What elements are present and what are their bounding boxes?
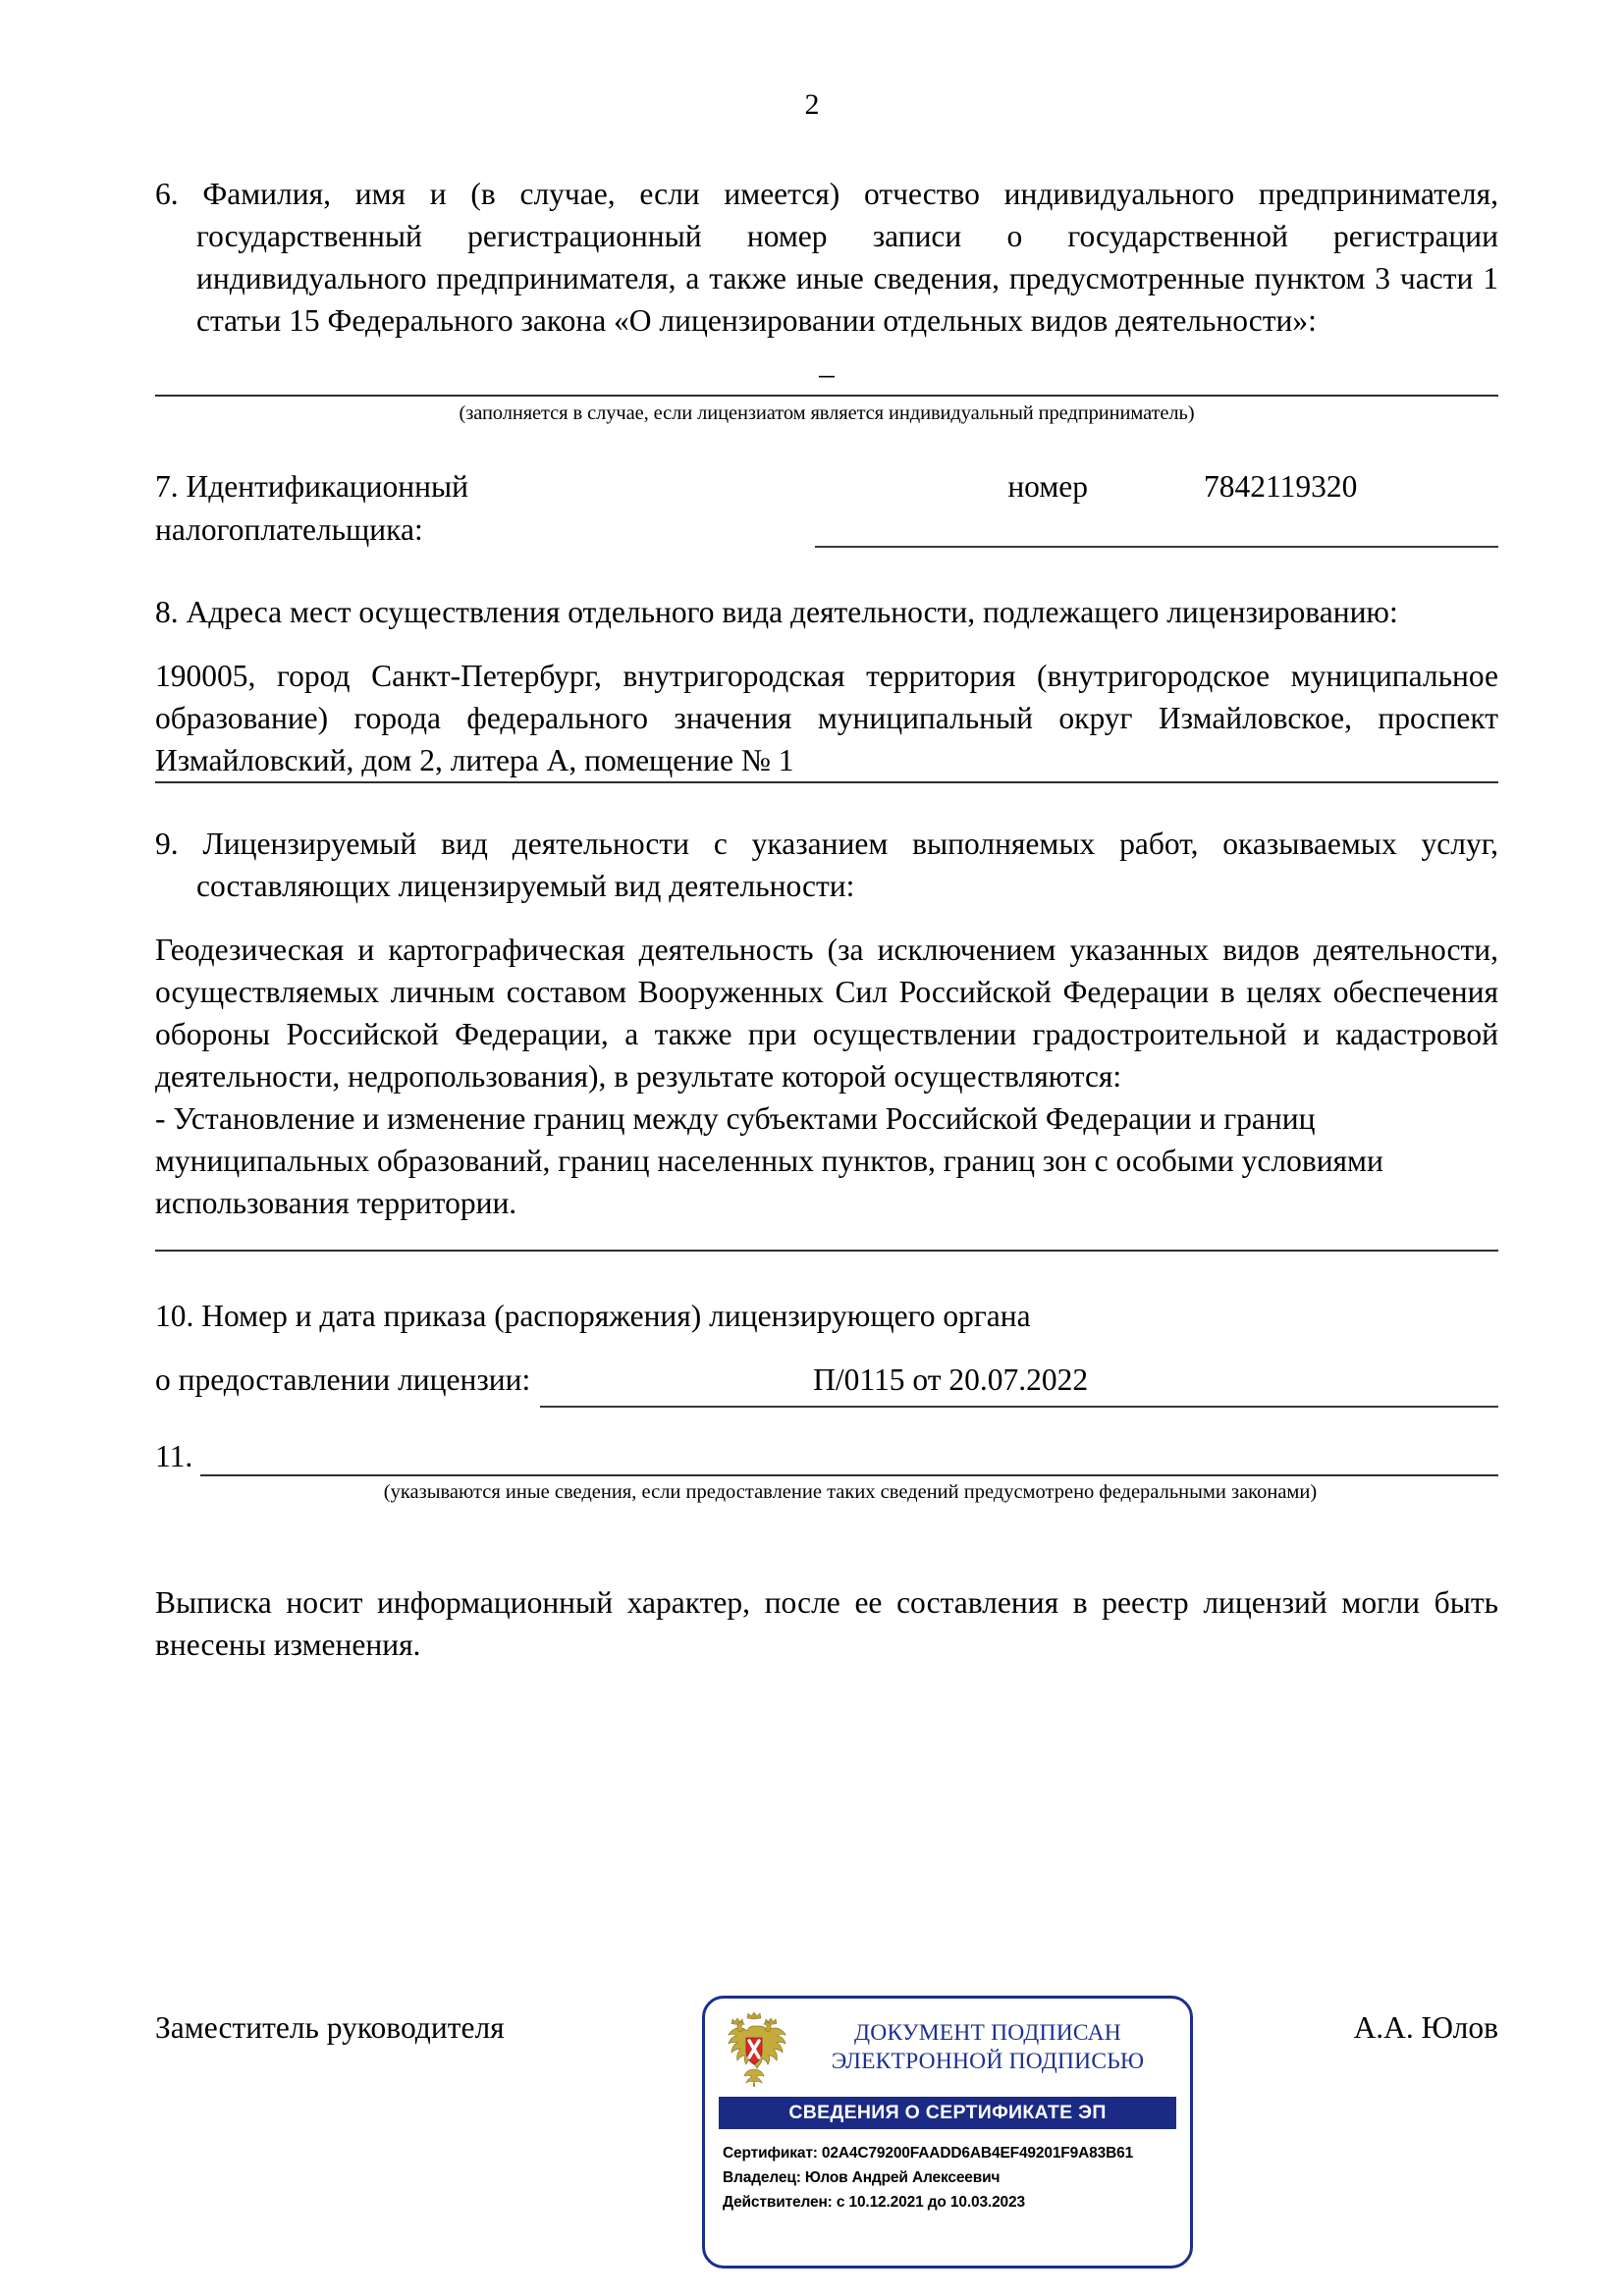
section-7-line-1: [155, 465, 1498, 508]
stamp-validity: Действителен: с 10.12.2021 до 10.03.2023: [723, 2194, 1025, 2211]
spacer: [468, 465, 1007, 508]
section-10-underline: [540, 1406, 1498, 1408]
section-9-rule: [155, 1250, 1498, 1252]
section-7-value: 7842119320: [1204, 469, 1358, 504]
stamp-owner: Владелец: Юлов Андрей Алексеевич: [723, 2169, 1001, 2186]
section-11: [155, 1437, 1498, 1505]
section-7-underline: [815, 546, 1498, 548]
section-11-row: [155, 1437, 1498, 1476]
section-10-heading: 10. Номер и дата приказа (распоряжения) лицензирующего органа: [155, 1299, 1031, 1333]
signatory-title: Заместитель руководителя: [155, 2010, 505, 2045]
section-6-value: –: [819, 355, 835, 391]
section-6-value-area: [155, 342, 1498, 395]
section-9-body: Геодезическая и картографическая деятельность (за исключением указанных видов деятельности, осуществляемых личным составом Вооруженных Сил Российской Федерации в целях обеспечения обороны Российской Федерации, а также при осуществлении градостроительной и кадастровой деятельности, недропользования), в результате которой осуществляются:: [155, 933, 1498, 1094]
section-7-label-part3: налогоплательщика:: [155, 512, 423, 547]
document-content: [155, 173, 1498, 1666]
section-11-caption: (указываются иные сведения, если предоставление таких сведений предусмотрено федеральными законами): [383, 1481, 1318, 1503]
stamp-heading: [795, 2019, 1180, 2076]
stamp-header: [705, 1999, 1190, 2089]
section-9: [155, 823, 1498, 1252]
stamp-heading-line-2: ЭЛЕКТРОННОЙ ПОДПИСЬЮ: [831, 2049, 1145, 2074]
section-7: [155, 465, 1498, 552]
section-8-rule: [155, 781, 1498, 783]
section-7-line-2: [155, 508, 1498, 552]
section-10-label: о предоставлении лицензии:: [155, 1362, 531, 1397]
stamp-details: [723, 2141, 1190, 2215]
section-11-number: 11.: [155, 1439, 193, 1473]
signatory-name: А.А. Юлов: [1353, 2010, 1498, 2045]
section-8: [155, 591, 1498, 783]
stamp-heading-line-1: ДОКУМЕНТ ПОДПИСАН: [854, 2020, 1121, 2046]
section-10: [155, 1295, 1498, 1402]
stamp-certificate-bar: СВЕДЕНИЯ О СЕРТИФИКАТЕ ЭП: [719, 2097, 1176, 2129]
section-7-label-part1: 7. Идентификационный: [155, 469, 469, 504]
section-7-label-part2: номер: [1007, 469, 1088, 504]
section-9-heading: 9. Лицензируемый вид деятельности с указанием выполняемых работ, оказываемых услуг, составляющих лицензируемый вид деятельности:: [155, 827, 1498, 903]
section-6-text: 6. Фамилия, имя и (в случае, если имеется) отчество индивидуального предпринимателя, государственный регистрационный номер записи о государственной регистрации индивидуального предпринимателя, а также иные сведения, предусмотренные пунктом 3 части 1 статьи 15 Федерального закона «О лицензировании отдельных видов деятельности»:: [155, 177, 1498, 338]
section-10-value-row: [155, 1359, 1498, 1402]
section-8-heading: 8. Адреса мест осуществления отдельного вида деятельности, подлежащего лицензированию:: [155, 595, 1398, 629]
section-10-value: П/0115 от 20.07.2022: [813, 1362, 1089, 1397]
section-6-caption: (заполняется в случае, если лицензиатом является индивидуальный предприниматель): [459, 402, 1195, 424]
section-6-rule: [155, 395, 1498, 397]
electronic-signature-stamp: [702, 1996, 1193, 2269]
section-11-blank-line: [200, 1441, 1498, 1476]
section-9-item: - Установление и изменение границ между субъектами Российской Федерации и границ муниципальных образований, границ населенных пунктов, границ зон с особыми условиями использования территории.: [155, 1101, 1383, 1220]
stamp-certificate-number: Сертификат: 02A4C79200FAADD6AB4EF49201F9A83B61: [723, 2145, 1134, 2162]
page-number: 2: [804, 88, 820, 121]
informational-notice: Выписка носит информационный характер, после ее составления в реестр лицензий могли быть внесены изменения.: [155, 1585, 1498, 1662]
russian-coat-of-arms-icon: [719, 2008, 789, 2087]
section-6: [155, 173, 1498, 426]
section-8-address: 190005, город Санкт-Петербург, внутригородская территория (внутригородское муниципальное образование) города федерального значения муниципальный округ Измайловское, проспект Измайловский, дом 2, литера А, помещение № 1: [155, 659, 1498, 777]
spacer: [1088, 465, 1204, 508]
section-10-value-field: [540, 1359, 1498, 1402]
